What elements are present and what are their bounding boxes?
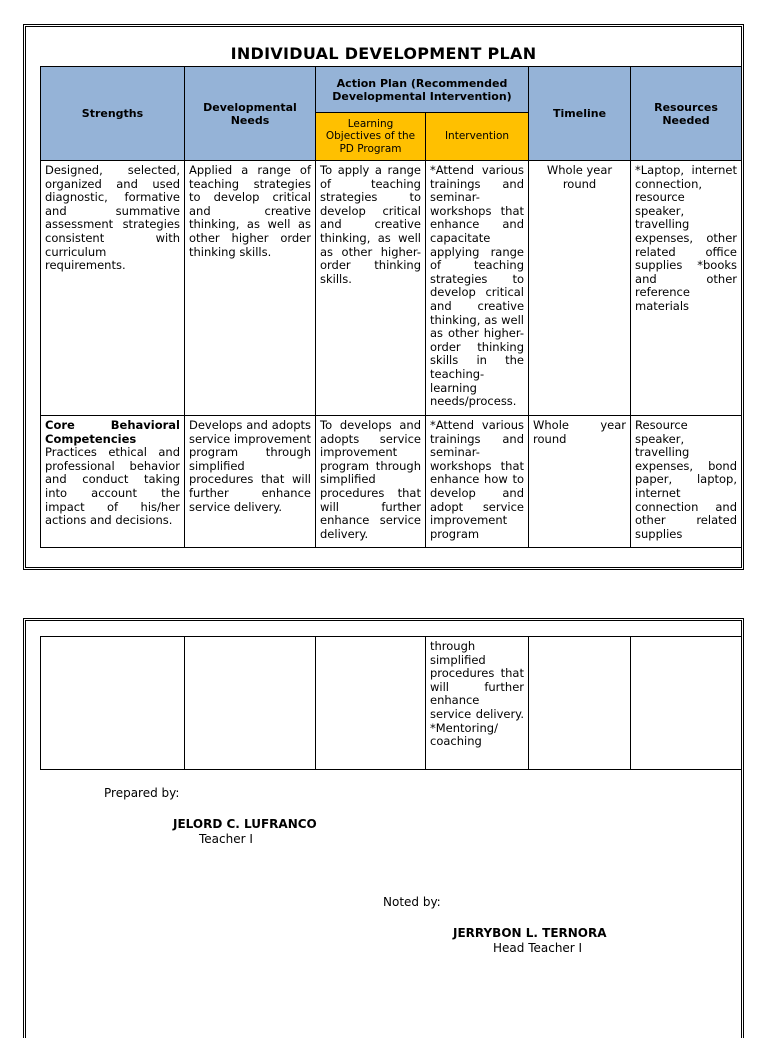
prepared-by-title: Teacher I <box>199 832 253 846</box>
cell-intervention: through simplified procedures that will further enhance service delivery. *Mentoring/ coaching <box>426 637 529 770</box>
header-learning-objectives: Learning Objectives of the PD Program <box>316 113 426 161</box>
prepared-by-label: Prepared by: <box>104 786 180 800</box>
noted-by-title: Head Teacher I <box>493 941 583 955</box>
strengths-text: Practices ethical and professional behavior and conduct taking into account the impact of his/her actions and decisions. <box>45 445 180 528</box>
header-resources-needed: Resources Needed <box>631 67 742 161</box>
cell-needs <box>185 637 316 770</box>
cell-needs: Applied a range of teaching strategies to develop critical and creative thinking, as well as other higher order thinking skills. <box>185 161 316 416</box>
cell-strengths: Designed, selected, organized and used diagnostic, formative and summative assessment strategies consistent with curriculum requirements. <box>41 161 185 416</box>
header-developmental-needs: Developmental Needs <box>185 67 316 161</box>
cell-resources: *Laptop, internet connection, resource speaker, travelling expenses, other related office supplies *books and other reference materials <box>631 161 742 416</box>
cell-strengths <box>41 637 185 770</box>
document-title: INDIVIDUAL DEVELOPMENT PLAN <box>230 44 537 63</box>
cell-needs: Develops and adopts service improvement program through simplified procedures that will further enhance service delivery. <box>185 416 316 548</box>
table-row <box>41 637 742 770</box>
idp-table-continued <box>40 636 742 770</box>
strengths-heading: Core Behavioral Competencies <box>45 418 180 446</box>
table-row <box>41 161 742 416</box>
cell-timeline <box>529 637 631 770</box>
header-timeline: Timeline <box>529 67 631 161</box>
cell-resources: Resource speaker, travelling expenses, bond paper, laptop, internet connection and other related supplies <box>631 416 742 548</box>
cell-intervention: *Attend various trainings and seminar-workshops that enhance how to develop and adopt service improvement program <box>426 416 529 548</box>
cell-objectives: To develops and adopts service improvement program through simplified procedures that will further enhance service delivery. <box>316 416 426 548</box>
header-strengths: Strengths <box>41 67 185 161</box>
header-intervention: Intervention <box>426 113 529 161</box>
table-row <box>41 416 742 548</box>
prepared-by-name: JELORD C. LUFRANCO <box>173 817 317 831</box>
cell-objectives <box>316 637 426 770</box>
cell-timeline: Whole year round <box>529 161 631 416</box>
noted-by-name: JERRYBON L. TERNORA <box>453 926 607 940</box>
cell-resources <box>631 637 742 770</box>
idp-table <box>40 66 742 548</box>
document-page-2 <box>23 618 744 1038</box>
cell-objectives: To apply a range of teaching strategies to develop critical and creative thinking, as well as other higher-order thinking skills. <box>316 161 426 416</box>
cell-intervention: *Attend various trainings and seminar-workshops that enhance and capacitate applying range of teaching strategies to develop critical and creative thinking, as well as other higher-order thinking skills in the teaching-learning needs/process. <box>426 161 529 416</box>
header-action-plan: Action Plan (Recommended Developmental Intervention) <box>316 67 529 113</box>
noted-by-label: Noted by: <box>383 895 441 909</box>
cell-strengths <box>41 416 185 548</box>
document-page-1 <box>23 24 744 570</box>
cell-timeline: Whole year round <box>529 416 631 548</box>
